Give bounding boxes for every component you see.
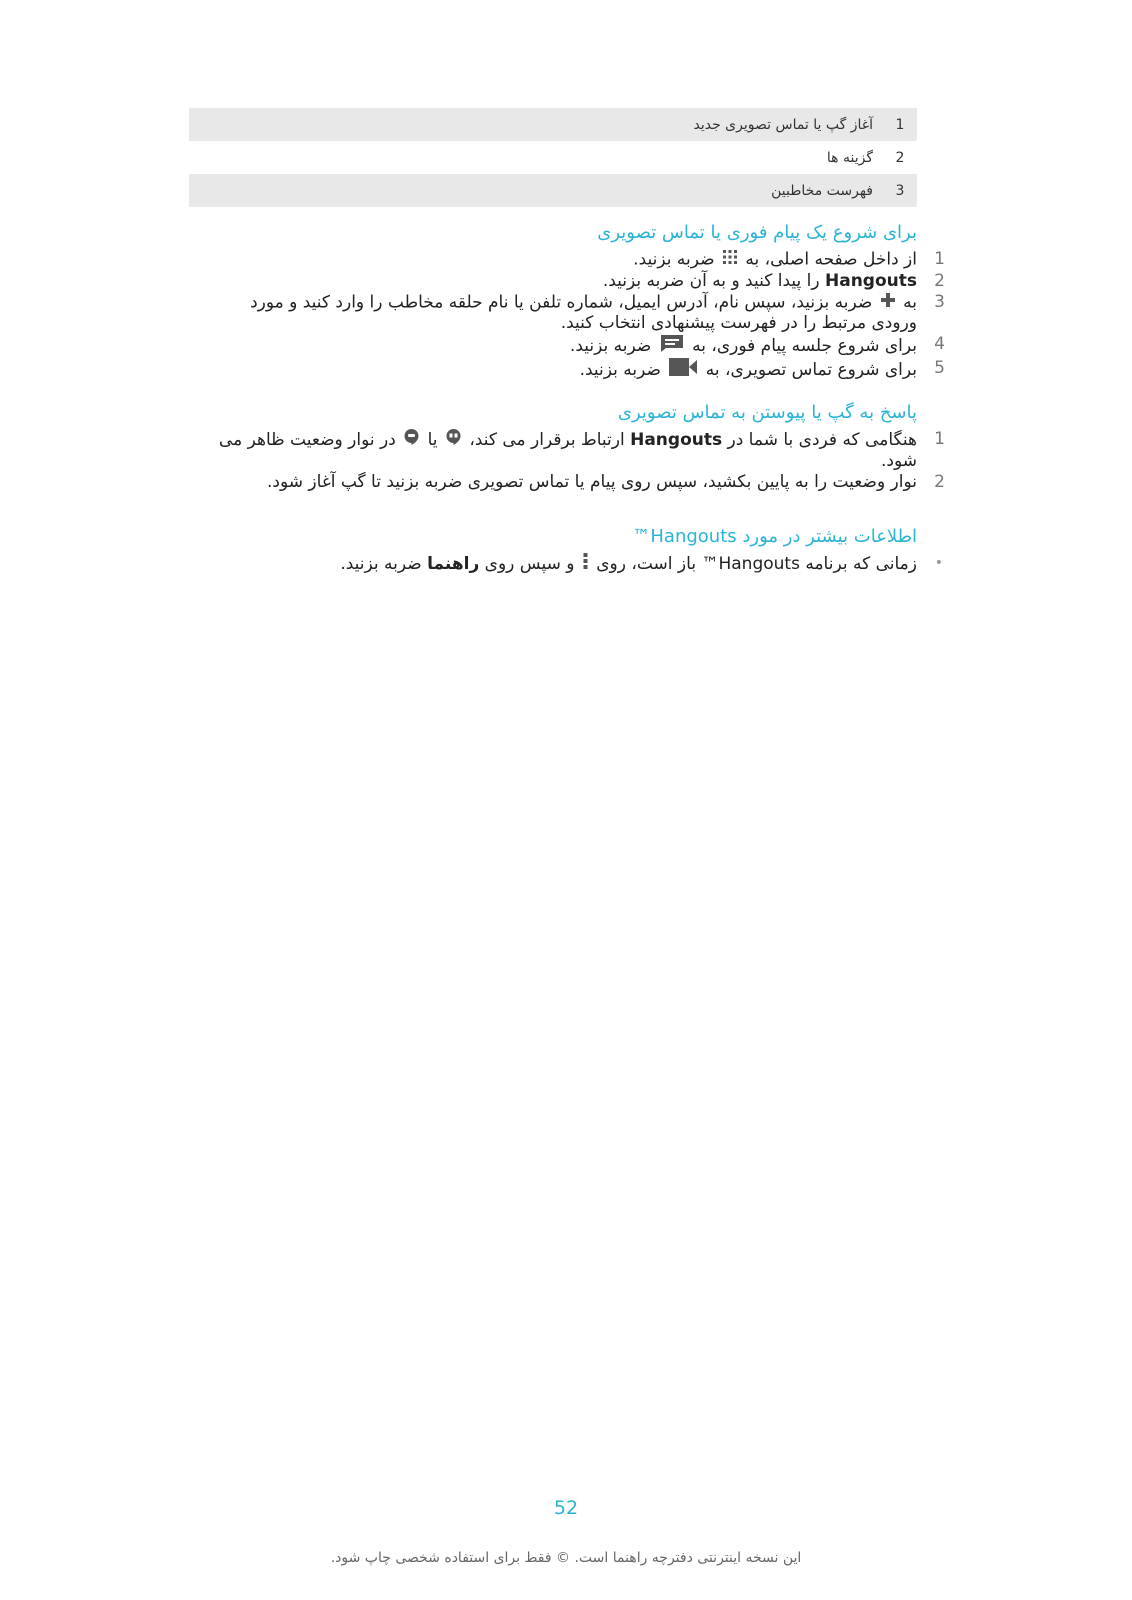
section-start-chat	[217, 222, 945, 382]
step-item	[217, 358, 945, 382]
legend-row	[189, 141, 917, 174]
overflow-menu-icon	[583, 553, 588, 575]
legend-text: گزینه ها	[826, 149, 873, 166]
step-text-after: ضربه بزنید، سپس نام، آدرس ایمیل، شماره تلفن یا نام حلقه مخاطب را وارد کنید و مورد ورودی مرتبط را در فهرست پیشنهادی انتخاب کنید.	[250, 292, 917, 333]
step-text	[217, 429, 917, 472]
step-text	[580, 358, 917, 382]
step-text	[340, 553, 917, 575]
hangouts-quote-icon	[446, 429, 461, 451]
step-item	[217, 429, 945, 472]
step-item	[217, 472, 945, 493]
legend-row	[189, 174, 917, 207]
step-text-middle: ارتباط برقرار می کند،	[469, 430, 625, 450]
help-label: راهنما	[427, 554, 480, 574]
step-text-after: ضربه بزنید.	[579, 360, 661, 380]
section-reply-chat	[217, 402, 945, 493]
legend-text: فهرست مخاطبین	[771, 182, 873, 199]
step-number: 1	[934, 249, 945, 269]
step-text	[603, 271, 917, 292]
section-title: اطلاعات بیشتر در مورد Hangouts™	[632, 526, 917, 547]
apps-grid-icon	[723, 249, 737, 270]
step-item	[217, 291, 945, 335]
footer-notice: این نسخه اینترنتی دفترچه راهنما است. © فقط برای استفاده شخصی چاپ شود.	[330, 1550, 802, 1566]
section-more-info	[217, 526, 943, 575]
legend-table	[189, 108, 917, 207]
step-number: 3	[934, 291, 945, 312]
page-number: 52	[553, 1497, 579, 1519]
bullet-icon: •	[934, 555, 943, 571]
step-text	[570, 334, 917, 358]
step-number: 2	[934, 472, 945, 492]
step-text-before: از داخل صفحه اصلی، به	[745, 249, 917, 270]
step-text-after: را پیدا کنید و به آن ضربه بزنید.	[602, 270, 820, 291]
app-name: Hangouts	[825, 270, 917, 291]
step-item	[217, 334, 945, 358]
step-text-before: برای شروع جلسه پیام فوری، به	[692, 336, 917, 356]
step-text	[633, 249, 917, 271]
step-text-after: ضربه بزنید.	[633, 249, 715, 270]
step-item	[217, 249, 945, 271]
chat-icon	[660, 334, 684, 358]
step-text-before: برای شروع تماس تصویری، به	[705, 360, 917, 380]
app-name: Hangouts	[630, 430, 723, 450]
step-text-after: در نوار وضعیت ظاهر می شود.	[218, 430, 917, 471]
step-text	[217, 292, 917, 335]
step-item	[217, 270, 945, 292]
step-text-before: هنگامی که فردی با شما در	[727, 430, 917, 450]
legend-number: 1	[895, 116, 905, 133]
step-number: 2	[934, 270, 945, 291]
list-item	[217, 553, 943, 575]
section-title: پاسخ به گپ یا پیوستن به تماس تصویری	[617, 402, 917, 423]
step-text-after: ضربه بزنید.	[340, 554, 422, 574]
step-text-after: ضربه بزنید.	[569, 336, 652, 356]
step-text-before: به	[903, 292, 917, 312]
legend-number: 3	[895, 182, 905, 199]
plus-icon	[881, 292, 895, 313]
video-camera-icon	[669, 358, 697, 382]
step-number: 4	[934, 334, 945, 354]
step-text-before: زمانی که برنامه Hangouts™ باز است، روی	[596, 554, 917, 574]
step-number: 1	[934, 429, 945, 449]
step-number: 5	[934, 358, 945, 378]
legend-row	[189, 108, 917, 141]
section-title: برای شروع یک پیام فوری یا تماس تصویری	[597, 222, 917, 243]
hangouts-icon	[404, 429, 419, 451]
legend-text: آغاز گپ یا تماس تصویری جدید	[693, 116, 873, 133]
step-text-middle: و سپس روی	[484, 554, 575, 574]
legend-number: 2	[895, 149, 905, 166]
step-text: نوار وضعیت را به پایین بکشید، سپس روی پیام یا تماس تصویری ضربه بزنید تا گپ آغاز شود.	[267, 472, 917, 492]
step-text-or: یا	[427, 430, 438, 450]
